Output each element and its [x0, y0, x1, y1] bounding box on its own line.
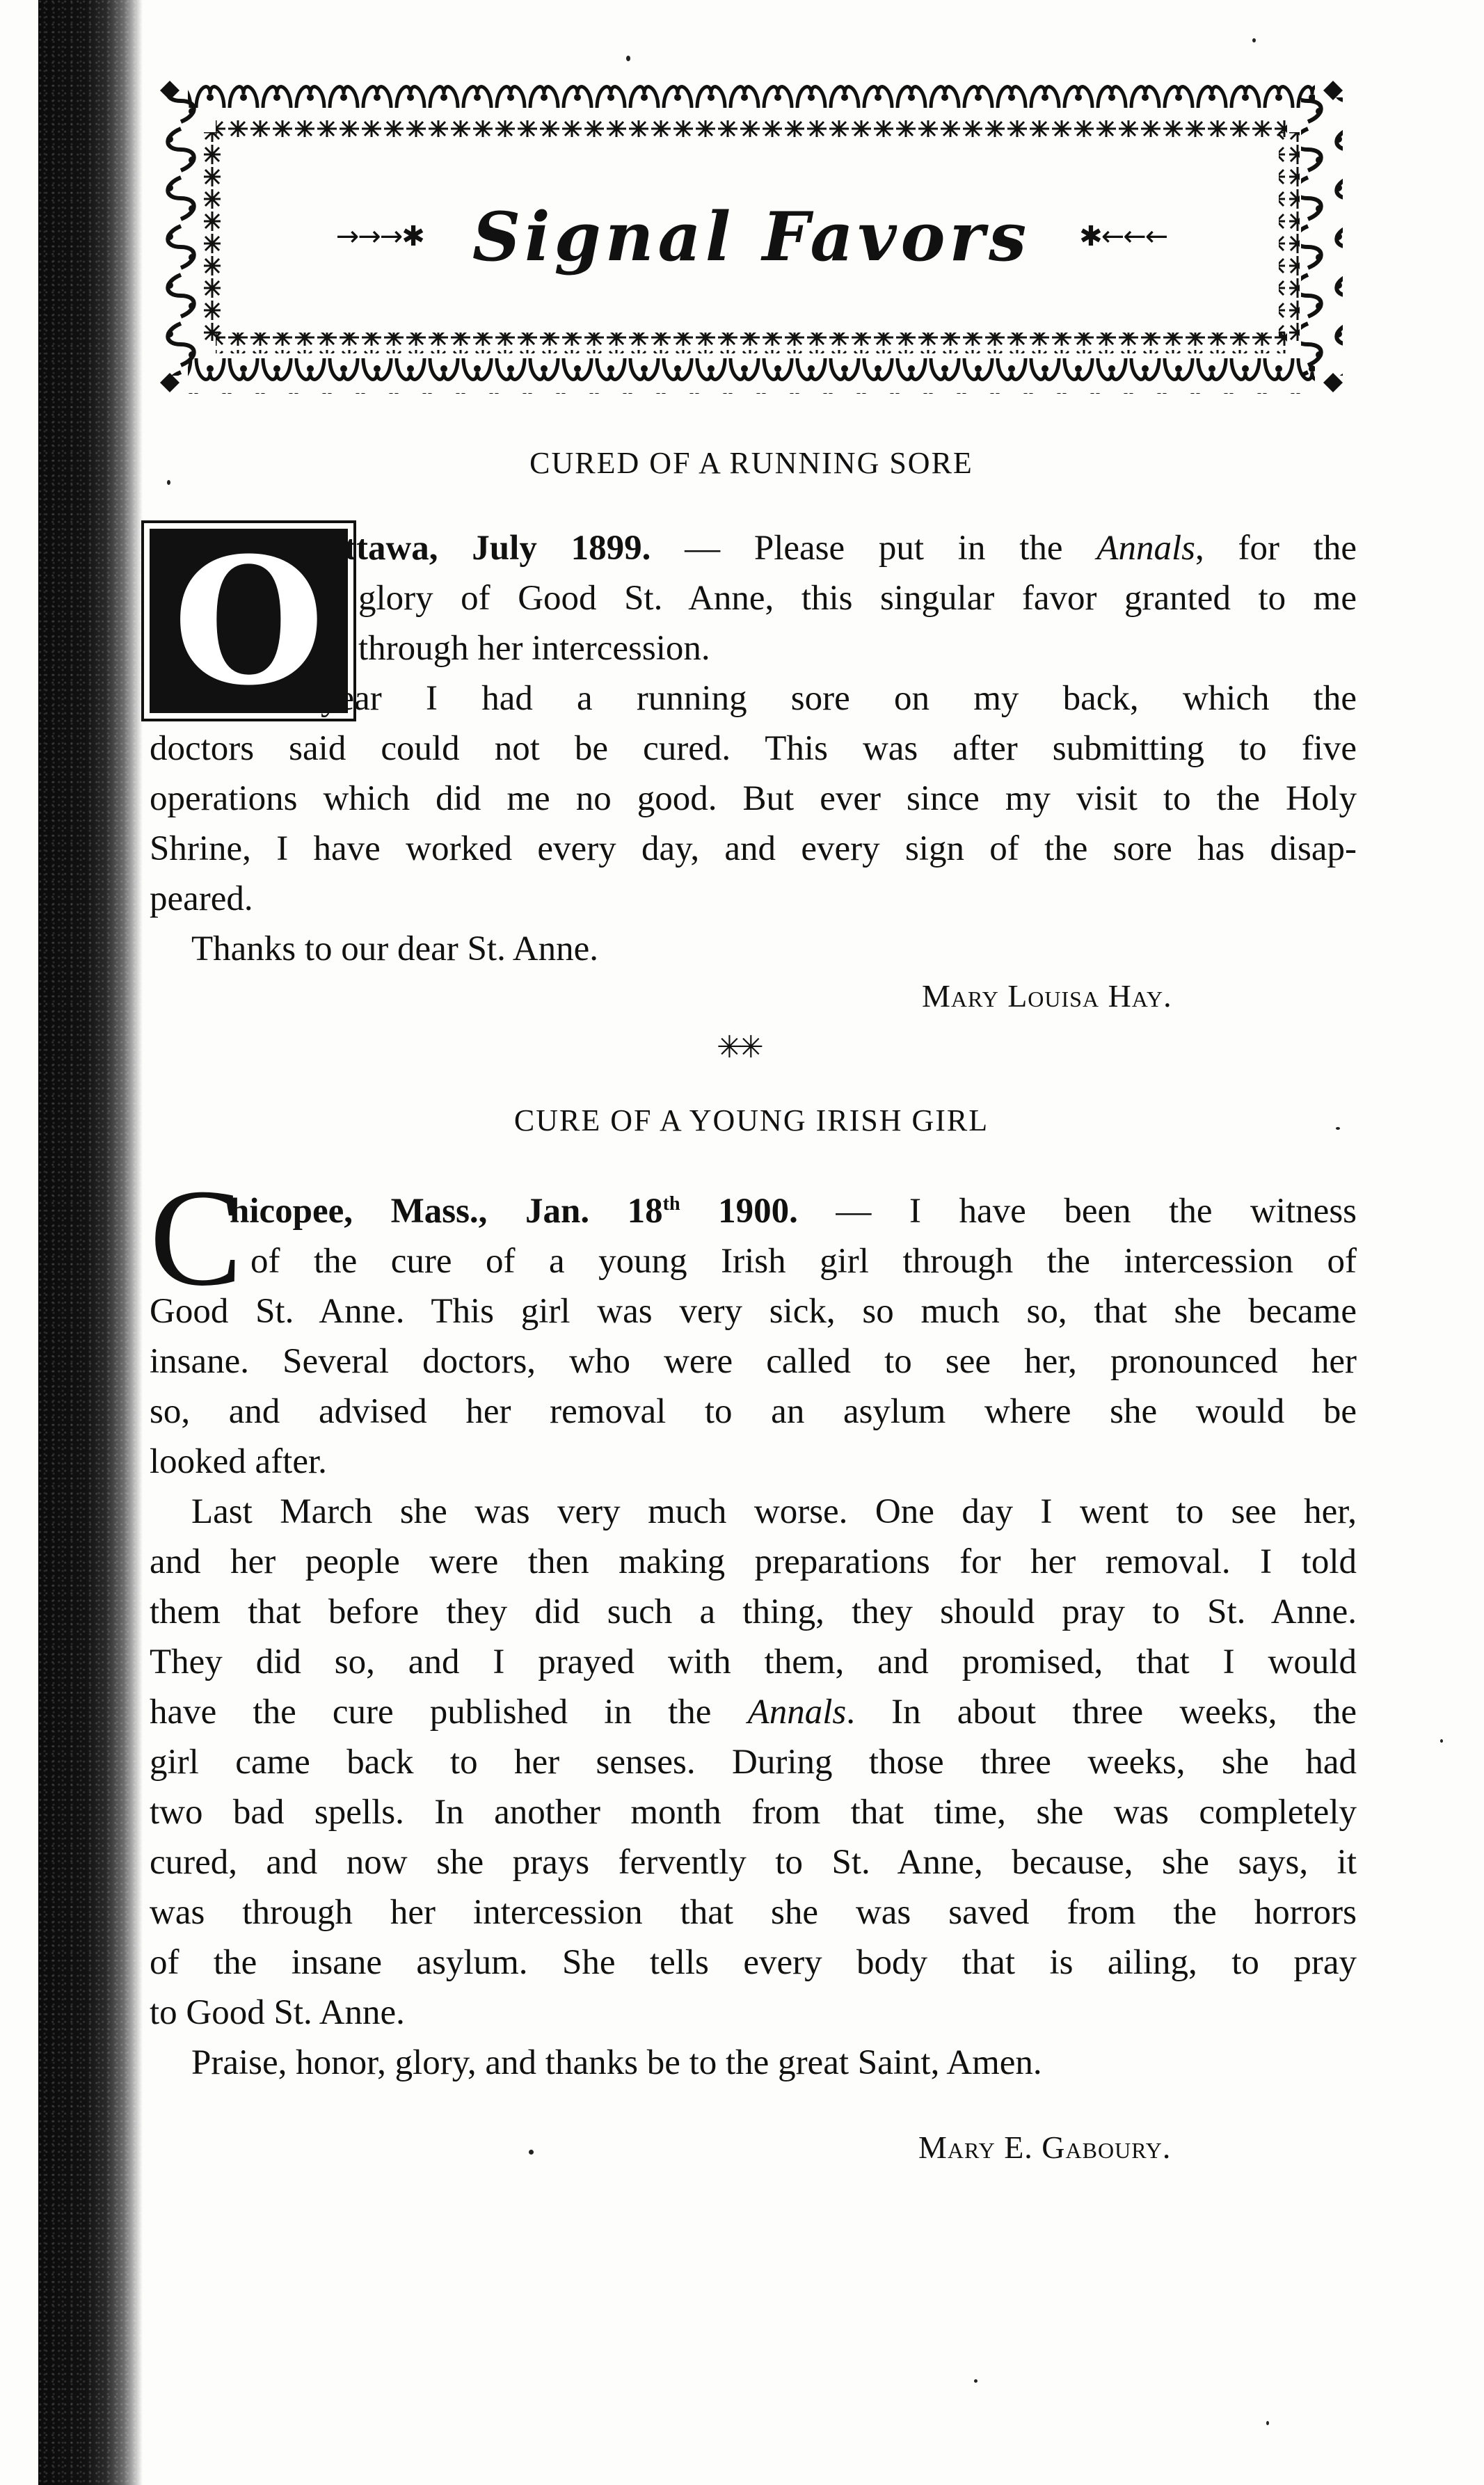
text-line: [150, 1336, 1357, 1387]
dateline-text: hicopee, Mass., Jan. 18: [230, 1192, 663, 1231]
section1-signature: Mary Louisa Hay.: [922, 978, 1172, 1014]
section-separator: ✳✳: [717, 1030, 760, 1065]
section1-heading: CURED OF A RUNNING SORE: [529, 446, 973, 480]
text-run: peared.: [150, 879, 253, 918]
text-line: [150, 523, 1357, 573]
text-run: was through her intercession that she was saved from the horrors: [150, 1893, 1357, 1932]
dropcap-o-letter: O: [173, 518, 325, 724]
scan-speck: [1252, 38, 1256, 42]
section2-heading: CURE OF A YOUNG IRISH GIRL: [513, 1103, 989, 1137]
text-run: . In about three weeks, the: [846, 1693, 1357, 1732]
text-line: [150, 1387, 1357, 1437]
dateline-text: ttawa, July 1899.: [344, 529, 651, 568]
text-line: [150, 1988, 1357, 2038]
section2-body: [150, 1179, 1357, 2088]
text-run: cured, and now she prays fervently to St. Anne, because, she says, it: [150, 1843, 1357, 1882]
ornamental-border: [160, 77, 1343, 397]
text-line: [150, 1687, 1357, 1737]
text-run: , for the: [1195, 529, 1357, 568]
scan-speck: [1336, 1127, 1340, 1130]
text-line: [150, 1837, 1357, 1887]
text-run: have the cure published in the: [150, 1693, 748, 1732]
scan-speck: [167, 480, 170, 485]
text-run: of the insane asylum. She tells every body that is ailing, to pray: [150, 1943, 1357, 1982]
text-run: through her intercession.: [358, 629, 710, 668]
right-flourish: ✱←←←: [1079, 221, 1167, 253]
text-run: them that before they did such a thing, they should pray to St. Anne.: [150, 1592, 1357, 1631]
text-run: looked after.: [150, 1442, 327, 1481]
dateline-text: 1900.: [680, 1192, 798, 1231]
text-line: [150, 1487, 1357, 1537]
text-run: Last year I had a running sore on my back, which the: [216, 679, 1357, 718]
left-flourish: →→→✱: [335, 221, 424, 253]
text-run: They did so, and I prayed with them, and promised, that I would: [150, 1643, 1357, 1681]
scan-speck: [626, 56, 630, 61]
text-run: girl came back to her senses. During those three weeks, she had: [150, 1743, 1357, 1782]
italic-text: Annals: [747, 1693, 847, 1732]
ornamental-header: [160, 77, 1343, 397]
text-run: to Good St. Anne.: [150, 1993, 405, 2032]
text-run: two bad spells. In another month from that time, she was completely: [150, 1793, 1357, 1832]
text-line: [150, 673, 1357, 724]
text-run: — Please put in the: [651, 529, 1097, 568]
text-line: [150, 1737, 1357, 1787]
text-run: of the cure of a young Irish girl through the intercession of: [250, 1242, 1357, 1281]
text-line: [150, 1887, 1357, 1937]
text-line: [150, 924, 1357, 974]
text-run: glory of Good St. Anne, this singular favor granted to me: [358, 579, 1357, 618]
dropcap-c: C: [150, 1161, 243, 1315]
section2-signature: Mary E. Gaboury.: [918, 2130, 1172, 2165]
text-run: and her people were then making preparations for her removal. I told: [150, 1542, 1357, 1581]
text-line: [150, 1236, 1357, 1286]
text-line: [150, 1787, 1357, 1837]
text-line: [150, 1179, 1357, 1236]
text-run: th: [662, 1193, 680, 1215]
text-run: insane. Several doctors, who were called to see her, pronounced her: [150, 1342, 1357, 1381]
text-run: Thanks to our dear St. Anne.: [191, 929, 598, 968]
text-run: Good St. Anne. This girl was very sick, so much so, that she became: [150, 1292, 1357, 1331]
text-line: [150, 824, 1357, 874]
text-run: Shrine, I have worked every day, and every sign of the sore has disap-: [150, 829, 1357, 868]
scan-speck: [1440, 1739, 1443, 1743]
text-line: [150, 724, 1357, 774]
text-line: [150, 1637, 1357, 1687]
text-line: [150, 1937, 1357, 1988]
text-line: [150, 774, 1357, 824]
text-run: Last March she was very much worse. One day I went to see her,: [191, 1492, 1357, 1531]
text-line: [150, 1437, 1357, 1487]
text-run: — I have been the witness: [797, 1192, 1357, 1231]
italic-text: Annals: [1096, 529, 1195, 568]
scan-speck: [529, 2150, 534, 2155]
text-line: [150, 874, 1357, 924]
text-run: so, and advised her removal to an asylum where she would be: [150, 1392, 1357, 1431]
text-line: [150, 1587, 1357, 1637]
text-run: Praise, honor, glory, and thanks be to the great Saint, Amen.: [191, 2043, 1042, 2082]
section1-body: [150, 518, 1357, 974]
text-line: [150, 1286, 1357, 1336]
text-line: [150, 623, 1357, 673]
text-line: [150, 573, 1357, 623]
text-run: doctors said could not be cured. This was after submitting to five: [150, 729, 1357, 768]
scan-speck: [974, 2379, 978, 2383]
text-run: operations which did me no good. But ever since my visit to the Holy: [150, 779, 1357, 818]
binding-gutter: [38, 0, 143, 2485]
page-title: Signal Favors: [472, 197, 1031, 276]
scan-speck: [1266, 2421, 1269, 2425]
text-line: [150, 1537, 1357, 1587]
text-line: [150, 2038, 1357, 2088]
